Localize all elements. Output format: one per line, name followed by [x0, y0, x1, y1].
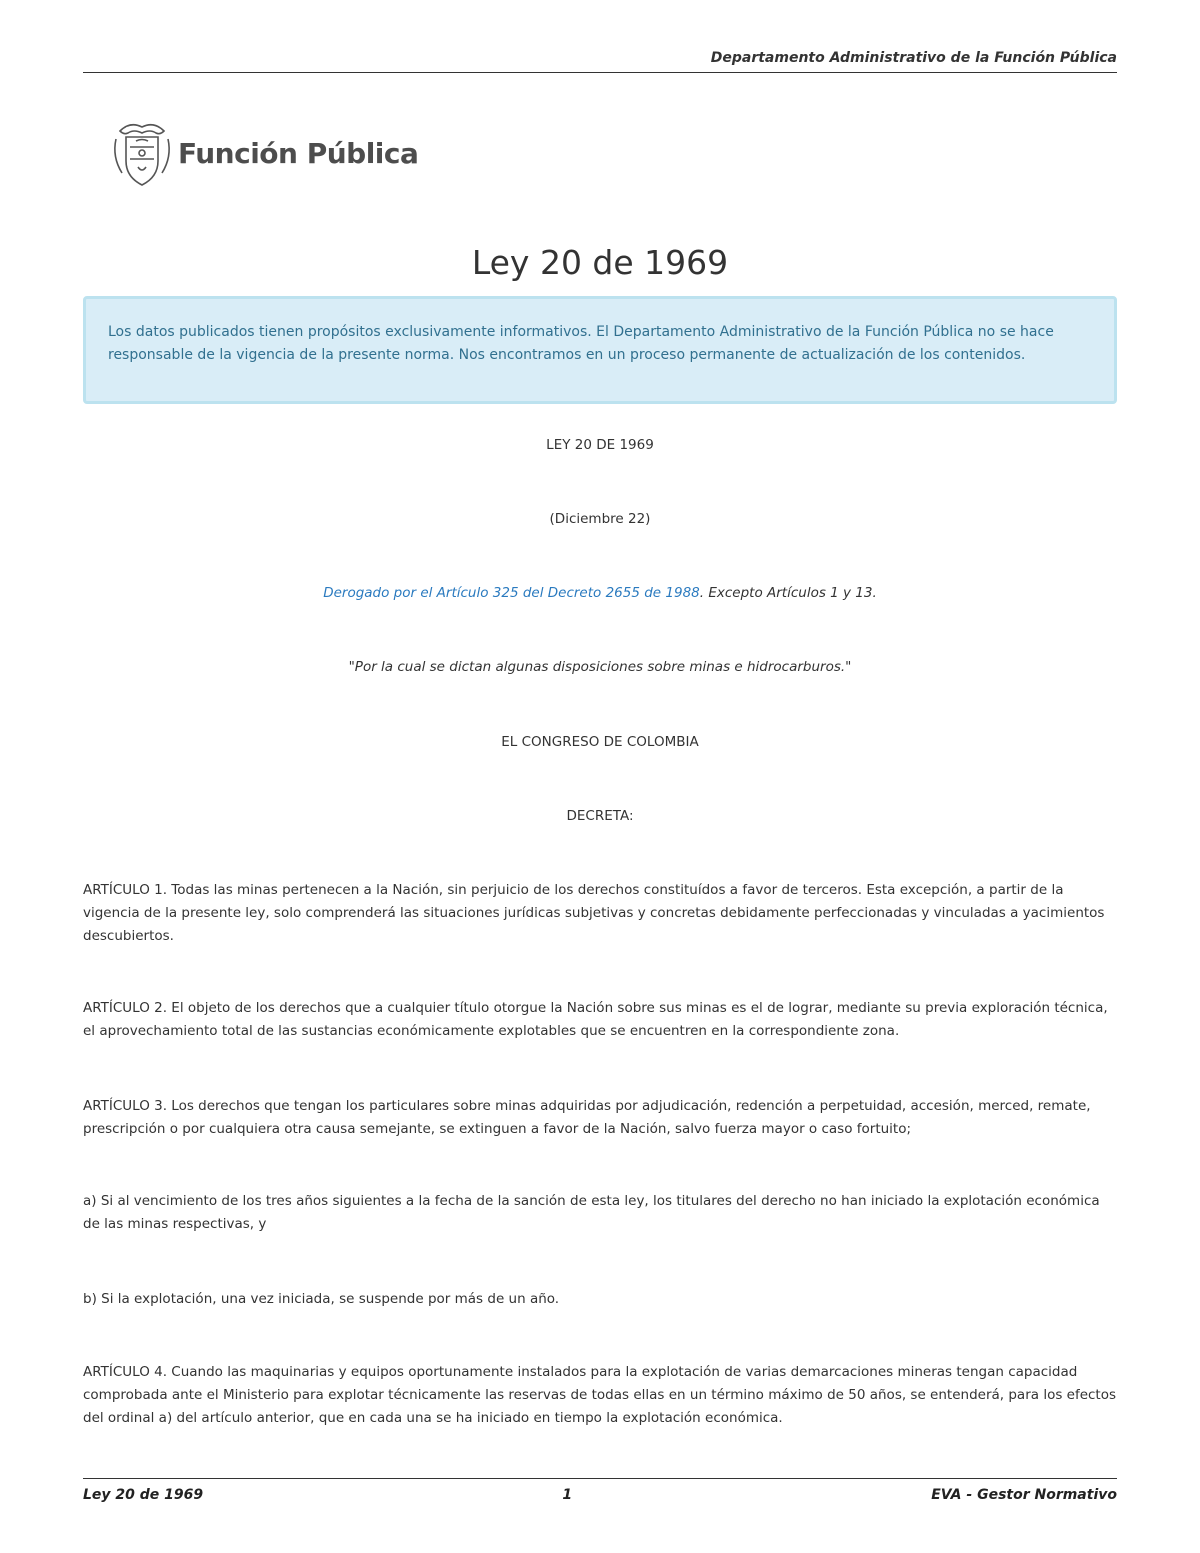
issuer: EL CONGRESO DE COLOMBIA	[501, 734, 699, 750]
page-title: Ley 20 de 1969	[471, 243, 729, 282]
logo-text: Función Pública	[178, 136, 419, 170]
article-4: ARTÍCULO 4. Cuando las maquinarias y equipos oportunamente instalados para la explotación de varias demarcaciones mineras tengan capacidad comprobada ante el Ministerio para explotar técnicamente las reservas de todas ellas en un término máximo de 50 años, se entenderá, para los efectos del ordinal a) del artículo anterior, que en cada una se ha iniciado en tiempo la explotación económica.	[83, 1364, 1117, 1426]
funcion-publica-logo[interactable]	[110, 117, 418, 189]
page-footer	[83, 1478, 1117, 1503]
disclaimer-notice: Los datos publicados tienen propósitos exclusivamente informativos. El Departamento Administrativo de la Función Pública no se hace responsable de la vigencia de la presente norma. Nos encontramos en un proceso permanente de actualización de los contenidos.	[83, 296, 1117, 404]
derogation-text: . Excepto Artículos 1 y 13.	[699, 585, 877, 601]
article-2: ARTÍCULO 2. El objeto de los derechos que a cualquier título otorgue la Nación sobre sus minas es el de lograr, mediante su previa exploración técnica, el aprovechamiento total de las sustancias económicamente explotables que se encuentren en la correspondiente zona.	[83, 1000, 1108, 1039]
footer-app-name: EVA - Gestor Normativo	[931, 1487, 1117, 1503]
page-header	[83, 50, 1117, 73]
article-1: ARTÍCULO 1. Todas las minas pertenecen a la Nación, sin perjuicio de los derechos constituídos a favor de terceros. Esta excepción, a partir de la vigencia de la presente ley, solo comprenderá las situaciones jurídicas subjetivas y concretas debidamente perfeccionadas y vinculadas a yacimientos descubiertos.	[83, 882, 1105, 944]
header-text: Departamento Administrativo de la Función Pública	[710, 50, 1117, 66]
article-3-clause-b: b) Si la explotación, una vez iniciada, se suspende por más de un año.	[83, 1291, 560, 1307]
article-3-clause-a: a) Si al vencimiento de los tres años siguientes a la fecha de la sanción de esta ley, los titulares del derecho no han iniciado la explotación económica de las minas respectivas, y	[83, 1193, 1100, 1232]
article-3: ARTÍCULO 3. Los derechos que tengan los particulares sobre minas adquiridas por adjudicación, redención a perpetuidad, accesión, merced, remate, prescripción o por cualquiera otra causa semejante, se extinguen a favor de la Nación, salvo fuerza mayor o caso fortuito;	[83, 1098, 1091, 1137]
page-number: 1	[562, 1487, 573, 1503]
coat-of-arms-icon	[110, 117, 174, 189]
decreta-heading: DECRETA:	[566, 808, 634, 824]
law-date: (Diciembre 22)	[549, 511, 651, 527]
derogation-link[interactable]: Derogado por el Artículo 325 del Decreto 2655 de 1988	[323, 585, 700, 601]
law-subtitle: "Por la cual se dictan algunas disposiciones sobre minas e hidrocarburos."	[348, 659, 852, 675]
footer-law-name: Ley 20 de 1969	[83, 1487, 204, 1503]
law-heading: LEY 20 DE 1969	[546, 437, 654, 453]
derogation-note	[83, 585, 1117, 601]
